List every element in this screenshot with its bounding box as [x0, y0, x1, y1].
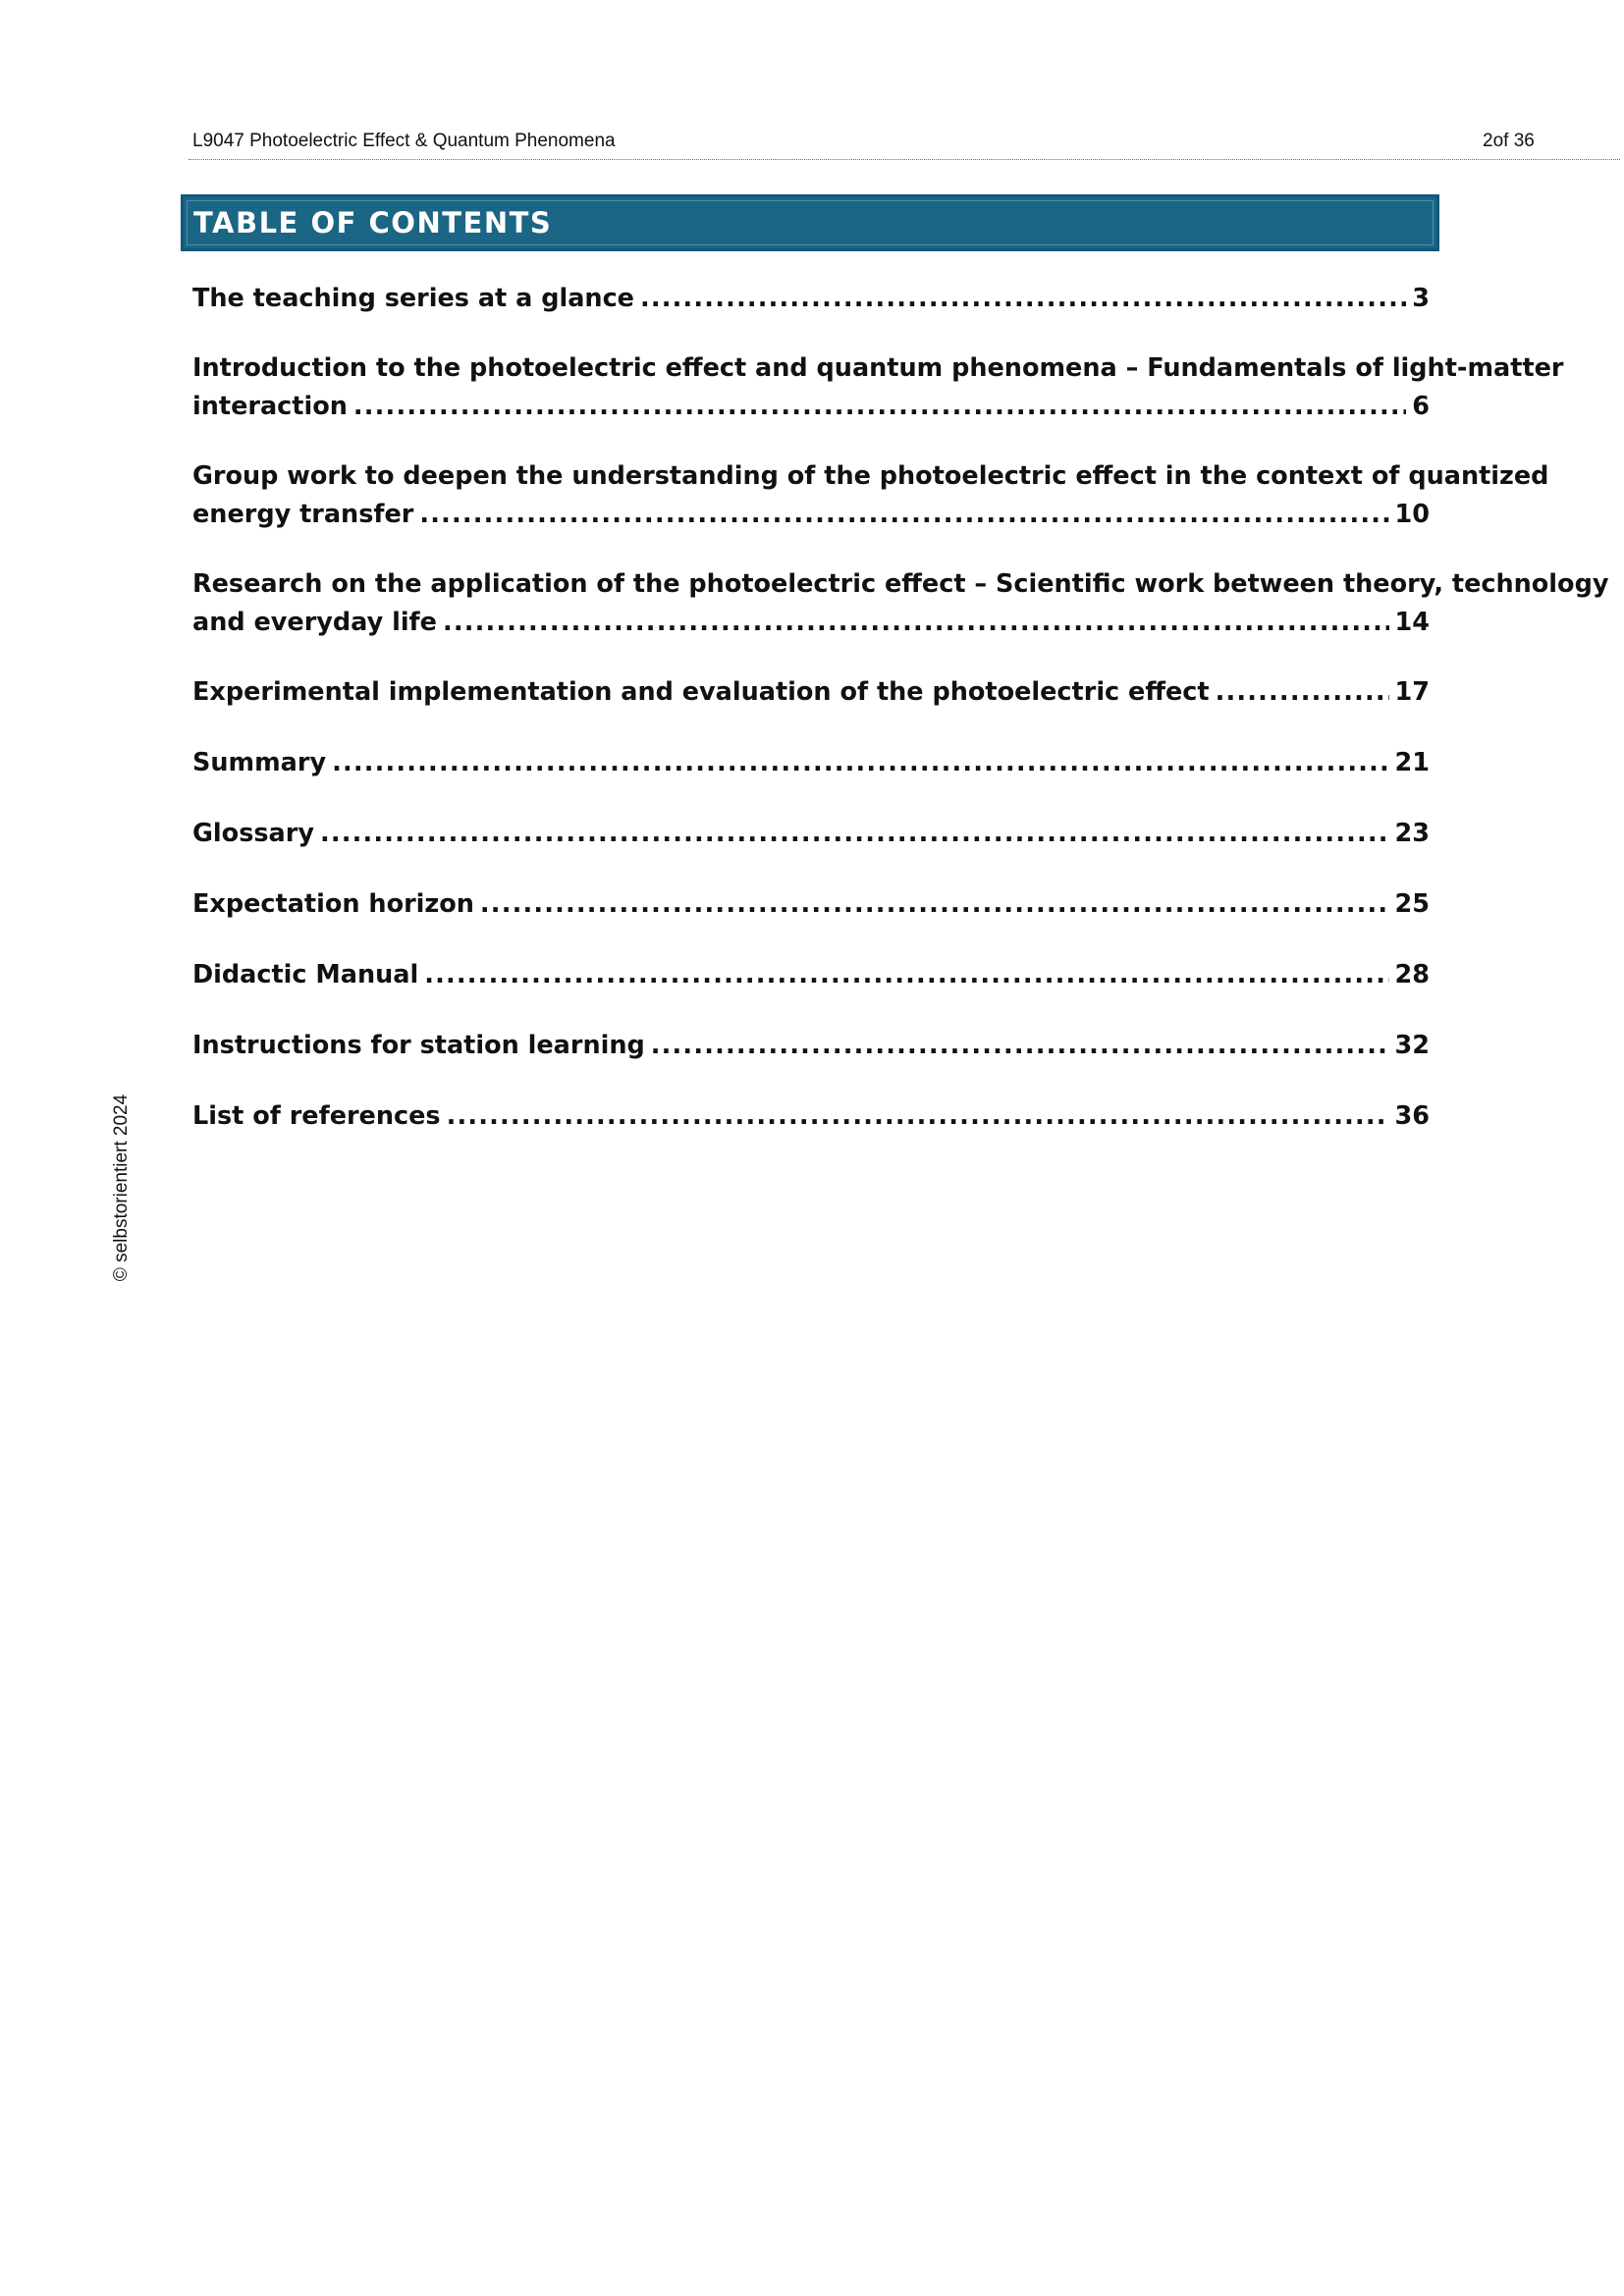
toc-entry[interactable] — [192, 457, 1549, 534]
dot-leader — [332, 744, 1388, 782]
toc-entry-page: 3 — [1412, 284, 1430, 313]
toc-entry-page: 36 — [1394, 1101, 1430, 1131]
toc-entry-title: Introduction to the photoelectric effect and quantum phenomena – Fundamentals of light-matter — [192, 353, 1564, 383]
toc-entry[interactable] — [192, 815, 1430, 853]
toc-entry[interactable] — [192, 349, 1564, 426]
toc-entry[interactable] — [192, 1097, 1430, 1136]
dot-leader — [419, 496, 1388, 534]
toc-entry-title: Summary — [192, 748, 327, 777]
table-of-contents — [192, 280, 1609, 1136]
toc-entry-title: Expectation horizon — [192, 889, 474, 919]
dot-leader — [424, 956, 1388, 994]
toc-entry-title-continued: energy transfer — [192, 500, 414, 529]
toc-entry[interactable] — [192, 673, 1430, 712]
toc-entry-page: 28 — [1394, 960, 1430, 989]
toc-entry[interactable] — [192, 1027, 1430, 1065]
toc-entry-title: Glossary — [192, 819, 314, 848]
dot-leader — [447, 1097, 1389, 1136]
toc-heading: TABLE OF CONTENTS — [193, 206, 553, 240]
copyright-notice: © selbstorientiert 2024 — [111, 1094, 132, 1282]
dot-leader — [480, 885, 1389, 924]
toc-entry-title: List of references — [192, 1101, 441, 1131]
toc-entry-page: 32 — [1394, 1031, 1430, 1060]
toc-entry-title: Experimental implementation and evaluation of the photoelectric effect — [192, 677, 1210, 707]
toc-entry[interactable] — [192, 744, 1430, 782]
toc-entry-title: The teaching series at a glance — [192, 284, 634, 313]
dot-leader — [1216, 673, 1389, 712]
dot-leader — [443, 604, 1389, 642]
dot-leader — [651, 1027, 1389, 1065]
dot-leader — [320, 815, 1389, 853]
toc-entry-page: 25 — [1394, 889, 1430, 919]
toc-heading-banner — [181, 194, 1439, 251]
toc-entry-page: 14 — [1394, 608, 1430, 637]
toc-entry-title-continued: and everyday life — [192, 608, 437, 637]
toc-entry[interactable] — [192, 956, 1430, 994]
toc-entry-title: Research on the application of the photoelectric effect – Scientific work between theory, technology — [192, 569, 1609, 599]
document-title: L9047 Photoelectric Effect & Quantum Phenomena — [192, 131, 616, 151]
toc-entry-page: 21 — [1394, 748, 1430, 777]
toc-entry[interactable] — [192, 565, 1609, 642]
page-indicator: 2of 36 — [1483, 131, 1535, 151]
toc-entry-title: Instructions for station learning — [192, 1031, 645, 1060]
dot-leader — [640, 280, 1406, 318]
dot-leader — [353, 388, 1406, 426]
toc-entry-page: 23 — [1394, 819, 1430, 848]
toc-entry-title: Group work to deepen the understanding of the photoelectric effect in the context of quantized — [192, 461, 1549, 491]
toc-entry[interactable] — [192, 885, 1430, 924]
toc-entry-title-continued: interaction — [192, 392, 348, 421]
toc-entry[interactable] — [192, 280, 1430, 318]
toc-entry-page: 10 — [1394, 500, 1430, 529]
toc-entry-page: 6 — [1412, 392, 1430, 421]
toc-entry-title: Didactic Manual — [192, 960, 419, 989]
toc-entry-page: 17 — [1394, 677, 1430, 707]
page-header — [189, 126, 1620, 160]
